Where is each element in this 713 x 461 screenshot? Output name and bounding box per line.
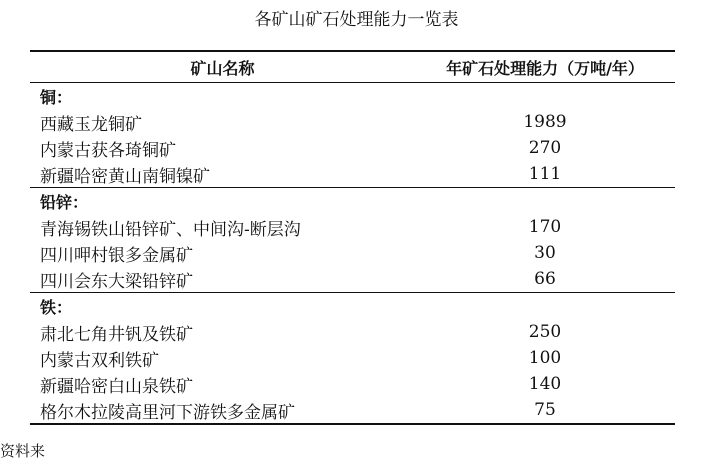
mine-name: 内蒙古获各琦铜矿 xyxy=(40,140,176,161)
table-row xyxy=(30,345,675,371)
capacity-value: 111 xyxy=(528,164,562,184)
table-row xyxy=(30,161,675,187)
table-row xyxy=(30,266,675,292)
group-label-iron: 铁： xyxy=(40,297,73,317)
header-capacity: 年矿石处理能力（万吨/年） xyxy=(446,58,644,78)
source-note: 资料来 xyxy=(0,442,46,460)
capacity-value: 30 xyxy=(534,243,556,263)
mine-name: 四川会东大梁铅锌矿 xyxy=(40,271,193,292)
capacity-value: 250 xyxy=(528,322,562,342)
table-row xyxy=(30,135,675,161)
capacity-value: 270 xyxy=(528,138,562,158)
capacity-value: 66 xyxy=(534,269,556,289)
capacity-value: 1989 xyxy=(523,112,567,132)
mine-name: 新疆哈密黄山南铜镍矿 xyxy=(40,166,210,187)
mine-name: 西藏玉龙铜矿 xyxy=(40,114,142,135)
table-row xyxy=(30,214,675,240)
table-row xyxy=(30,319,675,345)
table-header-row xyxy=(30,52,675,82)
mine-name: 四川呷村银多金属矿 xyxy=(40,245,193,266)
capacity-value: 170 xyxy=(528,217,562,237)
capacity-value: 100 xyxy=(528,348,562,368)
group-label-lead-zinc: 铅锌： xyxy=(40,192,89,212)
mine-name: 新疆哈密白山泉铁矿 xyxy=(40,376,193,397)
table-row xyxy=(30,109,675,135)
mine-name: 内蒙古双利铁矿 xyxy=(40,350,159,371)
header-mine-name: 矿山名称 xyxy=(190,58,255,78)
group-label-copper: 铜： xyxy=(40,87,73,107)
capacity-table xyxy=(30,50,675,425)
mine-name: 肃北七角井钒及铁矿 xyxy=(40,324,193,345)
table-row xyxy=(30,397,675,423)
capacity-value: 75 xyxy=(534,400,556,420)
table-title: 各矿山矿石处理能力一览表 xyxy=(254,10,459,30)
table-row xyxy=(30,371,675,397)
table-row xyxy=(30,240,675,266)
mine-name: 格尔木拉陵高里河下游铁多金属矿 xyxy=(40,402,295,423)
capacity-value: 140 xyxy=(528,374,562,394)
mine-name: 青海锡铁山铅锌矿、中间沟-断层沟 xyxy=(40,219,301,240)
bottom-rule xyxy=(30,423,675,425)
